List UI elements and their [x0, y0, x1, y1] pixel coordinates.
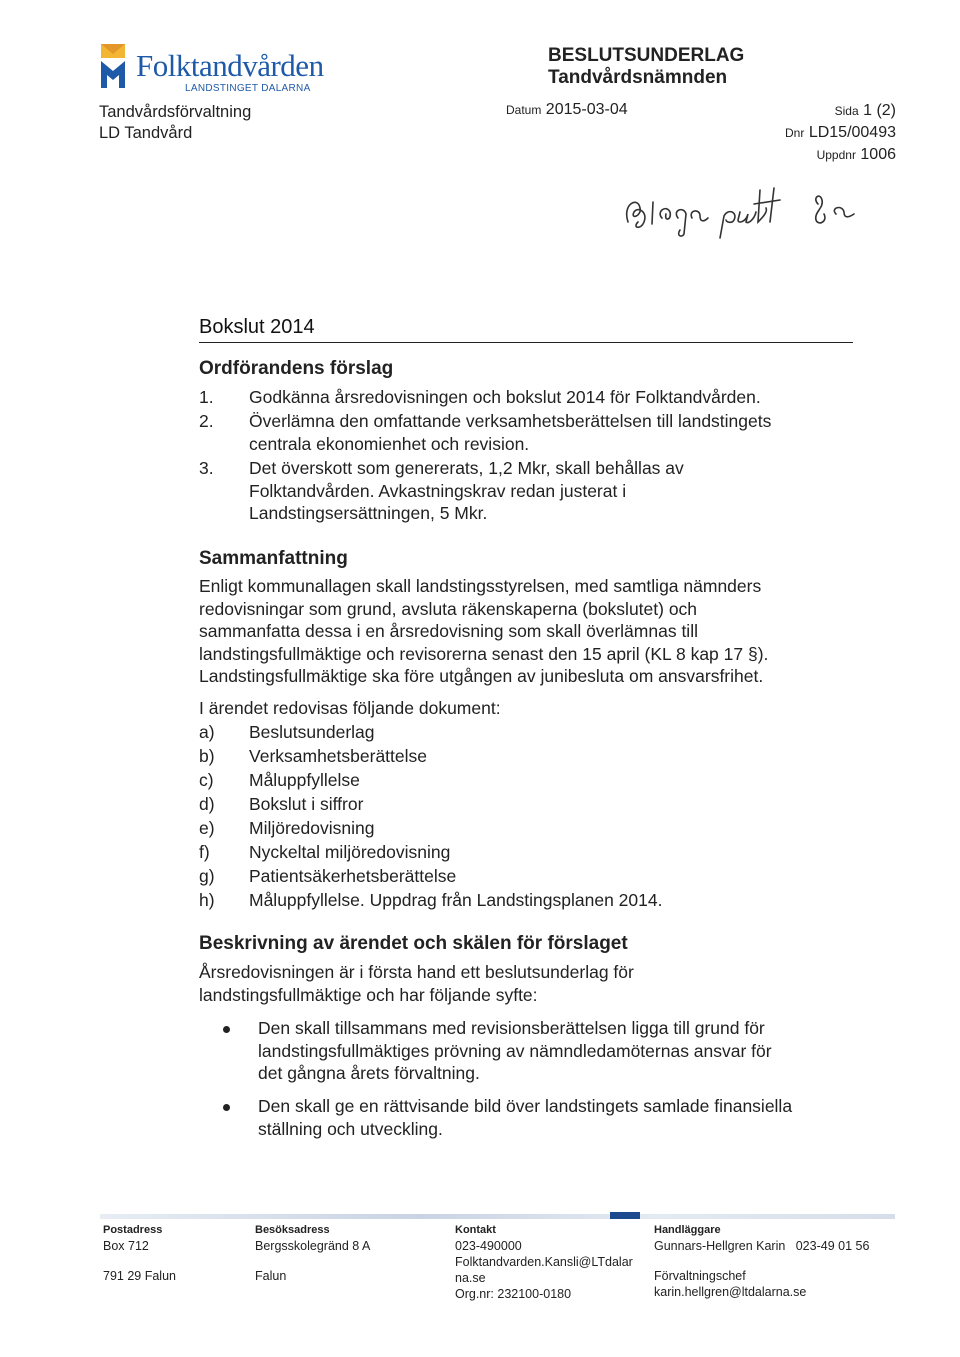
organization: [99, 102, 251, 144]
footer-contact: [455, 1222, 645, 1302]
contact-org-nr: Org.nr: 232100-0180: [455, 1287, 572, 1301]
contact-email-cont: na.se: [455, 1271, 486, 1285]
list-text: Måluppfyllelse: [249, 770, 360, 790]
date-label: Datum: [506, 103, 542, 117]
bullet-line: landstingsfullmäktiges prövning av nämndledamöternas ansvar för: [258, 1040, 772, 1061]
list-letter: b): [199, 746, 215, 766]
bullet-icon: [223, 1104, 230, 1111]
visit-label: Besöksadress: [255, 1224, 330, 1236]
contact-email: Folktandvarden.Kansli@LTdalar: [455, 1255, 633, 1269]
proposal-line: Det överskott som genererats, 1,2 Mkr, skall behållas av: [249, 458, 684, 478]
proposal-number: 3.: [199, 458, 214, 478]
dnr-label: Dnr: [785, 126, 805, 140]
bullet-line: Den skall tillsammans med revisionsberättelsen ligga till grund för: [258, 1018, 765, 1038]
postal-label: Postadress: [103, 1224, 163, 1236]
list-text: Bokslut i siffror: [249, 794, 364, 814]
list-letter: g): [199, 866, 215, 886]
proposal-line: Landstingsersättningen, 5 Mkr.: [249, 503, 488, 523]
bullet-line: ställning och utveckling.: [258, 1118, 443, 1139]
postal-box: Box 712: [103, 1239, 149, 1253]
proposal-line: Godkänna årsredovisningen och bokslut 2014 för Folktandvården.: [249, 387, 761, 407]
description-paragraph: [199, 961, 859, 1006]
documents-intro: I ärendet redovisas följande dokument:: [199, 698, 501, 718]
list-text: Verksamhetsberättelse: [249, 746, 428, 766]
committee: Tandvårdsnämnden: [548, 67, 728, 88]
summary-line: redovisningar som grund, avsluta räkenskaperna (bokslutet) och: [199, 598, 698, 619]
document-header: [548, 45, 744, 89]
page-info: [700, 100, 896, 122]
handwritten-annotation: [608, 182, 908, 240]
dnr-info: [700, 122, 896, 144]
handler-email: karin.hellgren@ltdalarna.se: [654, 1285, 807, 1299]
handler-phone: 023-49 01 56: [795, 1239, 870, 1253]
description-line: landstingsfullmäktige och har följande syfte:: [199, 984, 538, 1005]
logo-subtitle: LANDSTINGET DALARNA: [185, 83, 311, 94]
list-text: Nyckeltal miljöredovisning: [249, 842, 451, 862]
summary-line: Landstingsfullmäktige ska före utgången av junibesluta om ansvarsfrihet.: [199, 666, 764, 686]
document-meta: [700, 100, 896, 166]
visit-street: Bergsskolegränd 8 A: [255, 1239, 371, 1253]
proposal-line: Folktandvården. Avkastningskrav redan justerat i: [249, 480, 627, 501]
bullet-line: det gångna årets förvaltning.: [258, 1063, 480, 1083]
footer-visit: [255, 1222, 370, 1284]
list-text: Måluppfyllelse. Uppdrag från Landstingsplanen 2014.: [249, 890, 663, 910]
list-text: Miljöredovisning: [249, 818, 375, 838]
org-line-1: Tandvårdsförvaltning: [99, 103, 252, 121]
dnr-value: LD15/00493: [808, 124, 896, 141]
footer-postal: [103, 1222, 176, 1284]
list-letter: e): [199, 818, 215, 838]
summary-heading: Sammanfattning: [199, 548, 348, 569]
proposal-heading: Ordförandens förslag: [199, 358, 394, 379]
postal-city: 791 29 Falun: [103, 1269, 176, 1283]
list-letter: h): [199, 890, 215, 910]
bullet-line: Den skall ge en rättvisande bild över landstingets samlade finansiella: [258, 1096, 793, 1116]
page-label: Sida: [834, 104, 859, 118]
uppdnr-info: [700, 144, 896, 166]
list-letter: d): [199, 794, 215, 814]
handler-role: Förvaltningschef: [654, 1269, 746, 1283]
list-text: Patientsäkerhetsberättelse: [249, 866, 457, 886]
list-text: Beslutsunderlag: [249, 722, 375, 742]
proposal-line: centrala ekonomienhet och revision.: [249, 433, 530, 454]
bullet-icon: [223, 1026, 230, 1033]
date-value: 2015-03-04: [545, 101, 628, 118]
page-value: 1 (2): [863, 102, 896, 119]
date-field: [506, 101, 628, 119]
contact-label: Kontakt: [455, 1224, 496, 1236]
proposal-number: 1.: [199, 387, 214, 407]
visit-city: Falun: [255, 1269, 287, 1283]
proposal-line: Överlämna den omfattande verksamhetsberättelsen till landstingets: [249, 411, 772, 431]
summary-paragraph: [199, 575, 859, 688]
handler-label: Handläggare: [654, 1224, 721, 1236]
list-letter: a): [199, 722, 215, 742]
summary-line: Enligt kommunallagen skall landstingsstyrelsen, med samtliga nämnders: [199, 576, 762, 596]
logo-icon: [98, 43, 128, 89]
logo-name: Folktandvården: [136, 48, 324, 83]
list-letter: f): [199, 842, 210, 862]
title-divider: [199, 342, 853, 343]
list-letter: c): [199, 770, 214, 790]
footer-divider: [100, 1214, 895, 1219]
footer-handler: [654, 1222, 894, 1300]
summary-line: sammanfatta dessa i en årsredovisning som skall överlämnas till: [199, 621, 698, 641]
doc-type: BESLUTSUNDERLAG: [548, 45, 745, 66]
page-title: Bokslut 2014: [199, 316, 315, 338]
org-line-2: LD Tandvård: [99, 124, 193, 142]
description-line: Årsredovisningen är i första hand ett beslutsunderlag för: [199, 962, 634, 982]
contact-phone: 023-490000: [455, 1239, 522, 1253]
proposal-number: 2.: [199, 411, 214, 431]
uppdnr-value: 1006: [860, 146, 896, 163]
uppdnr-label: Uppdnr: [816, 148, 856, 162]
description-heading: Beskrivning av ärendet och skälen för förslaget: [199, 933, 628, 954]
handler-name: Gunnars-Hellgren Karin: [654, 1239, 786, 1253]
footer-accent: [610, 1212, 640, 1219]
summary-line: landstingsfullmäktige och revisorerna senast den 15 april (KL 8 kap 17 §).: [199, 643, 769, 664]
